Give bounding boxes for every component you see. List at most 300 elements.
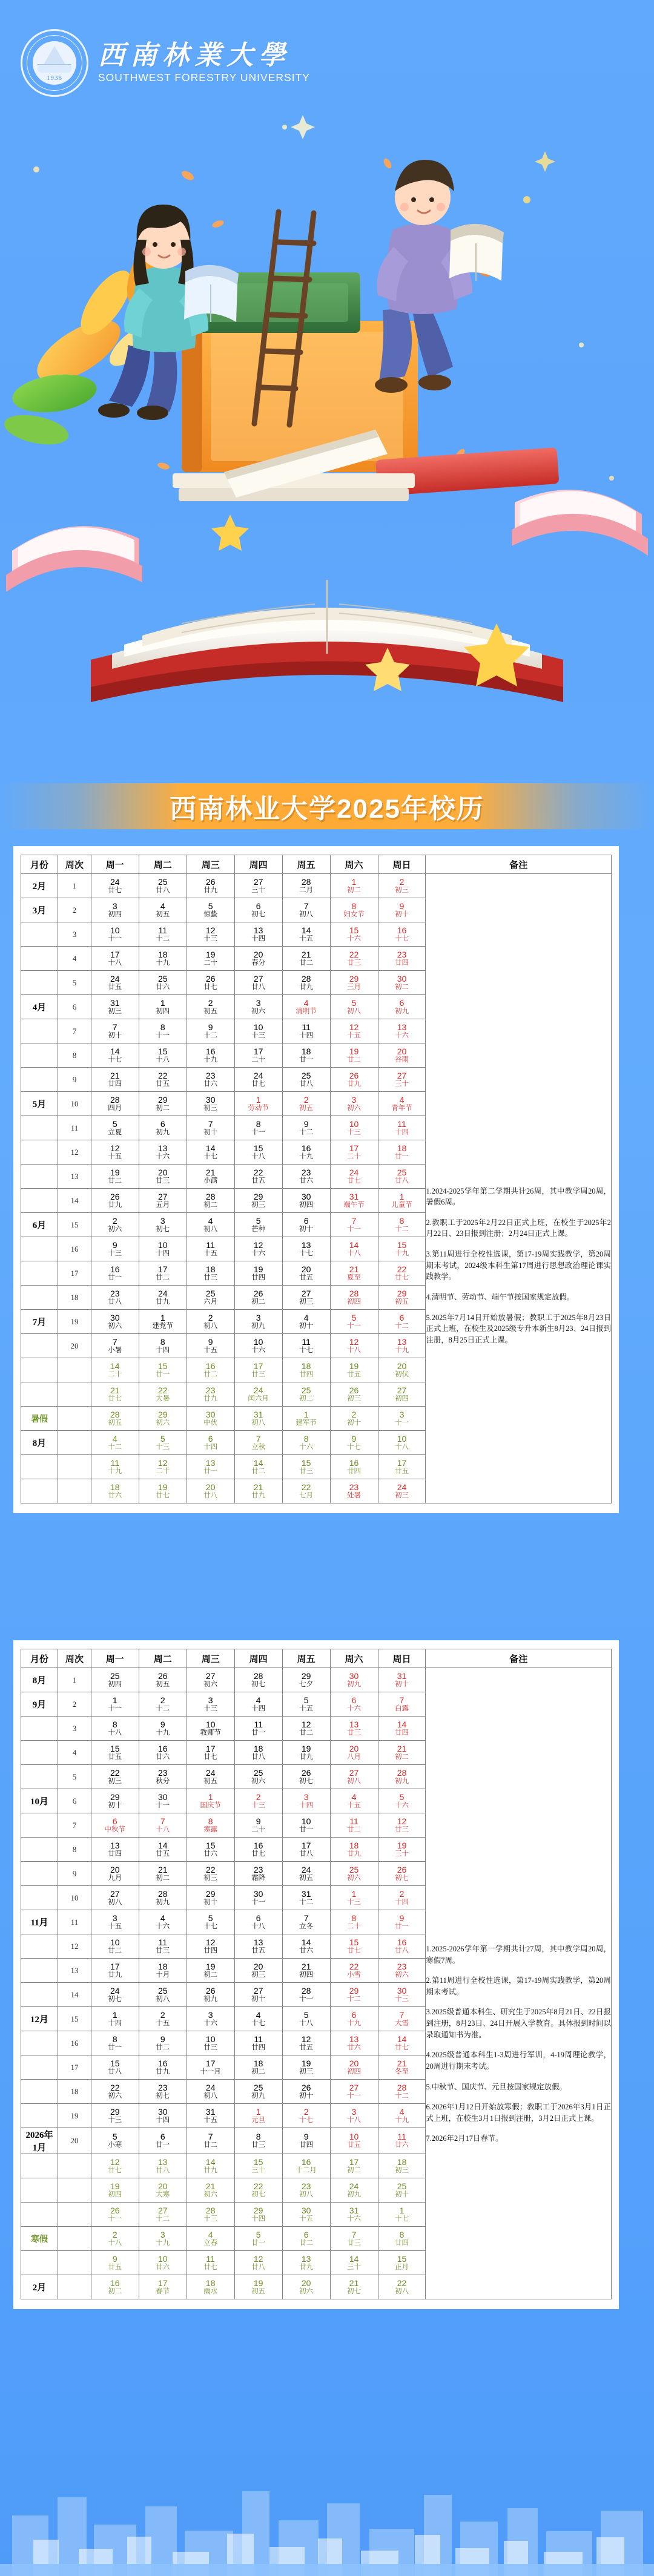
solar-date: 11 <box>254 2034 263 2044</box>
solar-date: 24 <box>253 1070 263 1080</box>
note-item: 4.2025级普通本科生1-3周进行军训，4-19周理论教学，20周进行期末考试。 <box>426 2051 611 2071</box>
solar-date: 18 <box>157 949 168 959</box>
day-cell <box>139 2104 187 2128</box>
solar-date: 2 <box>112 1215 117 1226</box>
solar-date: 6 <box>256 901 261 911</box>
solar-date: 5 <box>160 1433 165 1444</box>
lunar-date: 十二 <box>299 1128 314 1136</box>
day-cell <box>139 1886 187 1910</box>
solar-date: 14 <box>349 2253 359 2264</box>
week-number-cell: 4 <box>58 1741 91 1765</box>
day-cell <box>330 995 378 1019</box>
week-number-cell: 15 <box>58 2007 91 2031</box>
lunar-date: 十一月 <box>200 2068 221 2075</box>
lunar-date: 十五 <box>299 2215 314 2223</box>
lunar-date: 十一 <box>395 1419 409 1427</box>
week-number-cell: 6 <box>58 995 91 1019</box>
solar-date: 1 <box>351 876 357 887</box>
solar-date: 1 <box>256 2106 261 2117</box>
lunar-date: 十四 <box>203 1443 218 1451</box>
lunar-date: 二十 <box>347 1922 362 1930</box>
lunar-date: 初三 <box>395 886 409 894</box>
col-header-tuesday: 周二 <box>139 1649 187 1668</box>
day-cell <box>187 1455 234 1479</box>
solar-date: 7 <box>303 1913 309 1923</box>
lunar-date: 初七 <box>251 2190 266 2198</box>
day-cell <box>234 2154 282 2178</box>
day-cell <box>282 2031 330 2055</box>
col-header-wednesday: 周三 <box>187 855 234 874</box>
solar-date: 16 <box>349 1457 359 1468</box>
month-cell <box>21 1934 58 1959</box>
lunar-date: 小寒 <box>108 2141 122 2149</box>
month-cell: 12月 <box>21 2007 58 2031</box>
solar-date: 13 <box>349 2034 359 2044</box>
solar-date: 16 <box>157 1743 168 1753</box>
day-cell <box>234 1140 282 1165</box>
lunar-date: 十八 <box>251 1152 266 1160</box>
day-cell <box>330 1213 378 1237</box>
solar-date: 27 <box>301 1288 311 1298</box>
month-cell <box>21 1261 58 1286</box>
lunar-date: 大寒 <box>156 2190 170 2198</box>
solar-date: 22 <box>157 1070 168 1080</box>
solar-date: 26 <box>301 1767 311 1778</box>
lunar-date: 初三 <box>203 1104 218 1112</box>
col-header-monday: 周一 <box>91 855 139 874</box>
day-cell <box>91 1983 139 2007</box>
solar-date: 16 <box>110 2278 120 2288</box>
lunar-date: 初六 <box>108 1225 122 1233</box>
solar-date: 14 <box>301 925 311 935</box>
lunar-date: 初七 <box>156 2092 170 2100</box>
day-cell <box>234 1431 282 1455</box>
lunar-date: 初七 <box>251 910 266 918</box>
day-cell <box>91 1692 139 1717</box>
note-item: 1.2025-2026学年第一学期共计27周，其中教学周20周，寒假7周。 <box>426 1945 611 1965</box>
solar-date: 6 <box>160 2132 165 2142</box>
lunar-date: 十四 <box>156 2116 170 2124</box>
col-header-monday: 周一 <box>91 1649 139 1668</box>
day-cell <box>234 2275 282 2299</box>
solar-date: 2 <box>256 1792 261 1802</box>
day-cell <box>378 1358 426 1382</box>
lunar-date: 廿二 <box>203 2141 218 2149</box>
day-cell <box>330 1165 378 1189</box>
solar-date: 4 <box>303 1312 309 1322</box>
day-cell <box>330 2055 378 2080</box>
day-cell <box>282 1382 330 1407</box>
lunar-date: 十六 <box>395 1801 409 1809</box>
day-cell <box>234 1838 282 1862</box>
solar-date: 17 <box>253 1361 263 1371</box>
solar-date: 23 <box>349 1482 359 1492</box>
lunar-date: 初五 <box>108 1419 122 1427</box>
solar-date: 31 <box>397 1671 407 1681</box>
week-number-cell: 7 <box>58 1813 91 1838</box>
solar-date: 25 <box>253 1767 263 1778</box>
solar-date: 21 <box>397 1743 407 1753</box>
day-cell <box>378 2031 426 2055</box>
solar-date: 28 <box>110 1409 120 1419</box>
day-cell <box>187 971 234 995</box>
lunar-date: 初七 <box>347 2287 362 2295</box>
lunar-date: 十八 <box>347 1249 362 1257</box>
day-cell <box>187 1165 234 1189</box>
solar-date: 6 <box>303 1215 309 1226</box>
month-cell: 4月 <box>21 995 58 1019</box>
solar-date: 26 <box>110 2205 120 2215</box>
week-number-cell: 19 <box>58 1310 91 1334</box>
solar-date: 9 <box>208 1336 213 1347</box>
solar-date: 27 <box>349 1767 359 1778</box>
lunar-date: 廿八 <box>108 1298 122 1306</box>
notes-cell <box>426 1668 612 2299</box>
solar-date: 4 <box>208 2229 213 2239</box>
day-cell <box>91 1382 139 1407</box>
lunar-date: 廿八 <box>251 2263 266 2271</box>
day-cell <box>139 1692 187 1717</box>
lunar-date: 十三 <box>156 1443 170 1451</box>
day-cell <box>139 1455 187 1479</box>
table-header-row <box>21 1649 612 1668</box>
day-cell <box>187 874 234 898</box>
day-cell <box>378 1189 426 1213</box>
day-cell <box>139 1862 187 1886</box>
solar-date: 26 <box>205 973 216 984</box>
lunar-date: 十七 <box>347 1443 362 1451</box>
day-cell <box>282 995 330 1019</box>
lunar-date: 劳动节 <box>248 1104 269 1112</box>
lunar-date: 廿二 <box>156 1273 170 1281</box>
solar-date: 21 <box>349 2278 359 2288</box>
lunar-date: 三月 <box>347 983 362 991</box>
solar-date: 17 <box>253 1046 263 1056</box>
solar-date: 16 <box>397 925 407 935</box>
day-cell <box>282 2178 330 2203</box>
solar-date: 20 <box>397 1046 407 1056</box>
day-cell <box>91 1959 139 1983</box>
day-cell <box>139 1813 187 1838</box>
solar-date: 30 <box>349 1671 359 1681</box>
solar-date: 15 <box>157 1046 168 1056</box>
day-cell <box>187 1862 234 1886</box>
day-cell <box>234 1407 282 1431</box>
day-cell <box>330 1116 378 1140</box>
month-cell <box>21 2104 58 2128</box>
day-cell <box>282 922 330 947</box>
lunar-date: 初二 <box>203 1201 218 1209</box>
lunar-date: 廿五 <box>108 2263 122 2271</box>
solar-date: 26 <box>253 1288 263 1298</box>
month-cell <box>21 2178 58 2203</box>
day-cell <box>139 1261 187 1286</box>
solar-date: 2 <box>303 2106 309 2117</box>
month-cell <box>21 1189 58 1213</box>
lunar-date: 廿八 <box>108 2068 122 2075</box>
day-cell <box>139 1116 187 1140</box>
lunar-date: 十三 <box>251 1031 266 1039</box>
day-cell <box>330 1382 378 1407</box>
lunar-date: 廿一 <box>299 1056 314 1063</box>
lunar-date: 十一 <box>108 935 122 942</box>
solar-date: 9 <box>399 1913 405 1923</box>
solar-date: 3 <box>256 1312 261 1322</box>
solar-date: 8 <box>160 1336 165 1347</box>
solar-date: 19 <box>110 2181 120 2191</box>
solar-date: 10 <box>397 1433 407 1444</box>
day-cell <box>330 1765 378 1789</box>
solar-date: 9 <box>399 901 405 911</box>
day-cell <box>330 2031 378 2055</box>
lunar-date: 廿七 <box>108 2166 122 2174</box>
day-cell <box>234 2007 282 2031</box>
lunar-date: 初九 <box>251 1322 266 1330</box>
lunar-date: 二十 <box>156 1467 170 1475</box>
solar-date: 8 <box>351 901 357 911</box>
lunar-date: 十二 <box>299 1898 314 1906</box>
solar-date: 30 <box>397 1985 407 1996</box>
solar-date: 28 <box>397 1767 407 1778</box>
day-cell <box>234 898 282 922</box>
lunar-date: 廿三 <box>347 959 362 967</box>
solar-date: 31 <box>349 1191 359 1201</box>
lunar-date: 初三 <box>395 1491 409 1499</box>
day-cell <box>91 1116 139 1140</box>
lunar-date: 冬至 <box>395 2068 409 2075</box>
week-number-cell: 14 <box>58 1983 91 2007</box>
solar-date: 14 <box>205 2157 216 2167</box>
solar-date: 5 <box>256 1215 261 1226</box>
solar-date: 23 <box>205 1385 216 1395</box>
solar-date: 3 <box>399 1409 405 1419</box>
month-cell <box>21 971 58 995</box>
lunar-date: 廿一 <box>251 2239 266 2247</box>
solar-date: 24 <box>110 973 120 984</box>
lunar-date: 四月 <box>108 1104 122 1112</box>
lunar-date: 廿五 <box>156 1080 170 1088</box>
day-cell <box>234 1213 282 1237</box>
day-cell <box>139 2203 187 2227</box>
day-cell <box>139 2080 187 2104</box>
day-cell <box>330 1358 378 1382</box>
lunar-date: 初四 <box>299 1971 314 1979</box>
solar-date: 3 <box>256 997 261 1008</box>
day-cell <box>234 2203 282 2227</box>
month-cell: 6月 <box>21 1213 58 1237</box>
lunar-date: 元旦 <box>251 2116 266 2124</box>
day-cell <box>91 2154 139 2178</box>
solar-date: 9 <box>112 2253 117 2264</box>
col-header-tuesday: 周二 <box>139 855 187 874</box>
lunar-date: 十五 <box>299 1704 314 1712</box>
solar-date: 15 <box>157 1361 168 1371</box>
lunar-date: 十六 <box>347 1704 362 1712</box>
table-row <box>21 874 612 898</box>
day-cell <box>378 1813 426 1838</box>
solar-date: 24 <box>205 1767 216 1778</box>
day-cell <box>187 2203 234 2227</box>
lunar-date: 廿三 <box>203 1273 218 1281</box>
lunar-date: 初八 <box>395 2287 409 2295</box>
lunar-date: 廿二 <box>251 1467 266 1475</box>
solar-date: 15 <box>397 1240 407 1250</box>
lunar-date: 初六 <box>299 2287 314 2295</box>
day-cell <box>187 2128 234 2154</box>
lunar-date: 三十 <box>395 1080 409 1088</box>
month-cell <box>21 1116 58 1140</box>
lunar-date: 初二 <box>156 1104 170 1112</box>
solar-date: 19 <box>110 1167 120 1177</box>
lunar-date: 十六 <box>251 1346 266 1354</box>
solar-date: 11 <box>206 2253 215 2264</box>
solar-date: 18 <box>301 1361 311 1371</box>
day-cell <box>91 2055 139 2080</box>
solar-date: 22 <box>349 1961 359 1971</box>
solar-date: 25 <box>110 1671 120 1681</box>
lunar-date: 初四 <box>395 1395 409 1402</box>
col-header-wednesday: 周三 <box>187 1649 234 1668</box>
solar-date: 4 <box>351 1792 357 1802</box>
day-cell <box>187 1334 234 1358</box>
lunar-date: 廿九 <box>203 2166 218 2174</box>
lunar-date: 十三 <box>251 1801 266 1809</box>
day-cell <box>234 2080 282 2104</box>
lunar-date: 廿八 <box>395 1177 409 1184</box>
day-cell <box>187 2227 234 2251</box>
month-cell: 10月 <box>21 1789 58 1813</box>
day-cell <box>330 1934 378 1959</box>
day-cell <box>139 1310 187 1334</box>
solar-date: 25 <box>253 2082 263 2092</box>
day-cell <box>187 1286 234 1310</box>
lunar-date: 初六 <box>347 1104 362 1112</box>
solar-date: 17 <box>205 1743 216 1753</box>
lunar-date: 廿五 <box>347 2141 362 2149</box>
lunar-date: 十五 <box>108 1922 122 1930</box>
solar-date: 8 <box>112 1719 117 1729</box>
day-cell <box>378 2128 426 2154</box>
day-cell <box>330 1862 378 1886</box>
solar-date: 10 <box>157 1240 168 1250</box>
solar-date: 12 <box>397 1816 407 1826</box>
solar-date: 11 <box>206 1240 215 1250</box>
solar-date: 2 <box>208 1312 213 1322</box>
solar-date: 1 <box>303 1409 309 1419</box>
day-cell <box>282 1455 330 1479</box>
lunar-date: 初六 <box>108 2092 122 2100</box>
solar-date: 26 <box>397 1864 407 1874</box>
semester1-calendar-table <box>21 855 612 1503</box>
note-item: 5.中秋节、国庆节、元旦按国家规定放假。 <box>426 2082 567 2091</box>
lunar-date: 初六 <box>156 1419 170 1427</box>
day-cell <box>91 2104 139 2128</box>
lunar-date: 廿七 <box>251 1080 266 1088</box>
day-cell <box>139 1140 187 1165</box>
solar-date: 29 <box>253 1191 263 1201</box>
solar-date: 28 <box>301 876 311 887</box>
solar-date: 16 <box>301 2157 311 2167</box>
day-cell <box>378 2080 426 2104</box>
solar-date: 14 <box>397 2034 407 2044</box>
lunar-date: 初八 <box>203 1225 218 1233</box>
page-title: 西南林业大学2025年校历 <box>170 794 484 824</box>
day-cell <box>282 1717 330 1741</box>
solar-date: 29 <box>157 1094 168 1105</box>
solar-date: 21 <box>349 1264 359 1274</box>
solar-date: 13 <box>397 1336 407 1347</box>
solar-date: 25 <box>301 1385 311 1395</box>
day-cell <box>378 1019 426 1043</box>
day-cell <box>378 1310 426 1334</box>
lunar-date: 初二 <box>203 1971 218 1979</box>
lunar-date: 廿五 <box>347 1370 362 1378</box>
solar-date: 10 <box>110 1937 120 1947</box>
solar-date: 22 <box>397 2278 407 2288</box>
solar-date: 20 <box>349 1743 359 1753</box>
day-cell <box>330 922 378 947</box>
day-cell <box>139 1334 187 1358</box>
lunar-date: 十二 <box>156 935 170 942</box>
day-cell <box>139 1286 187 1310</box>
solar-date: 25 <box>157 1985 168 1996</box>
lunar-date: 十五 <box>108 1152 122 1160</box>
day-cell <box>282 2251 330 2275</box>
lunar-date: 廿一 <box>251 1729 266 1736</box>
solar-date: 3 <box>160 1215 165 1226</box>
lunar-date: 十四 <box>251 935 266 942</box>
day-cell <box>330 1334 378 1358</box>
solar-date: 27 <box>157 1191 168 1201</box>
lunar-date: 初八 <box>299 2190 314 2198</box>
lunar-date: 中秋节 <box>104 1825 126 1833</box>
lunar-date: 初四 <box>347 1298 362 1306</box>
day-cell <box>139 1407 187 1431</box>
day-cell <box>330 947 378 971</box>
lunar-date: 霜降 <box>251 1874 266 1882</box>
lunar-date: 初十 <box>299 1225 314 1233</box>
day-cell <box>330 1261 378 1286</box>
lunar-date: 清明节 <box>296 1007 317 1015</box>
day-cell <box>378 1862 426 1886</box>
day-cell <box>234 1092 282 1116</box>
lunar-date: 廿六 <box>156 2263 170 2271</box>
solar-date: 2 <box>208 997 213 1008</box>
day-cell <box>282 1838 330 1862</box>
day-cell <box>187 1382 234 1407</box>
lunar-date: 八月 <box>347 1753 362 1761</box>
lunar-date: 廿七 <box>203 983 218 991</box>
lunar-date: 廿五 <box>299 1273 314 1281</box>
day-cell <box>234 1382 282 1407</box>
solar-date: 31 <box>110 997 120 1008</box>
day-cell <box>91 1479 139 1503</box>
lunar-date: 十一 <box>347 1225 362 1233</box>
day-cell <box>91 1165 139 1189</box>
solar-date: 15 <box>110 2058 120 2068</box>
day-cell <box>91 1310 139 1334</box>
day-cell <box>91 1455 139 1479</box>
solar-date: 21 <box>397 2058 407 2068</box>
day-cell <box>330 1479 378 1503</box>
lunar-date: 十八 <box>108 959 122 967</box>
solar-date: 21 <box>205 2181 216 2191</box>
solar-date: 27 <box>110 1888 120 1899</box>
day-cell <box>234 1286 282 1310</box>
solar-date: 24 <box>349 1167 359 1177</box>
month-cell <box>21 1334 58 1358</box>
solar-date: 7 <box>208 2132 213 2142</box>
